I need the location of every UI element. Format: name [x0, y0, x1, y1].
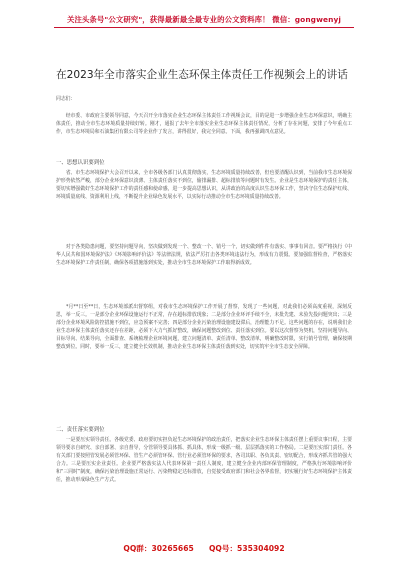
paragraph-5: 一是要压实领导责任。各级党委、政府要切实担负起生态环境保护的政治责任，把落实企业生态环保主体责任摆上重要议事日程，主要领导要亲自研究、亲自部署、亲自督导，分管领导要具体抓、抓具体，形成一级抓一级、层层抓落实的工作格局。二是要压实部门责任。各有关部门要按照管发展必须管环保、管生产必须管环保、管行业必须管环保的要求，各司其职、各负其责、密切配合，形成齐抓共管的强大合力。三是要压实企业责任。企业要严格落实法人代表环保第一责任人制度，建立健全企业内部环保管理制度，严格执行环境影响评价和“三同时”制度，确保污染治理设施正常运行、污染物稳定达标排放，自觉接受政府部门和社会各界监督，切实履行好生态环境保护主体责任，推动形成绿色生产方式。	[56, 437, 352, 483]
paragraph-2: 省、市生态环境保护大会召开以来，全市各级各部门认真贯彻落实，生态环境质量持续改善，但也要清醒认识到，当前我市生态环境保护形势依然严峻，部分企业环保意识淡薄、主体责任落实不到位，偷排漏排、超标排放等问题时有发生。企业是生态环境保护的责任主体，要切实增强做好生态环境保护工作的责任感和使命感，进一步提高思想认识，从讲政治的高度认识生态环保工作，坚决守住生态保护红线、环境质量底线、资源利用上线，不断提升企业绿色发展水平，以实际行动推动全市生态环境质量持续改善。	[56, 170, 352, 200]
header-banner	[0, 0, 408, 46]
paragraph-4: *月**日至**日，生态环境部派出督察组，对我市生态环境保护工作开展了督察，发现了一些问题，对此我们必须高度重视，深刻反思，举一反三。一是部分企业环保设施运行不正常，存在超标排放现象；二是部分企业环评手续不全，未批先建、未验先投问题突出；三是部分企业环境风险防控措施不到位，应急预案不完善；四是部分企业污染治理设施建设滞后，治理能力不足。这些问题的存在，说明我们企业生态环保主体责任落实还存在差距，必须下大力气抓好整改，确保问题整改到位、责任落实到位。要以这次督察为契机，坚持问题导向、目标导向、结果导向，全面排查、系统梳理企业环境问题，建立问题清单、责任清单、整改清单，明确整改时限，实行销号管理，确保按期整改到位。同时，要举一反三，建立健全长效机制，推动企业生态环保主体责任落到实处，切实筑牢全市生态安全屏障。	[56, 304, 352, 350]
section-heading-1: 一、思想认识要到位	[56, 160, 105, 166]
banner-text: 关注头条号"公文研究"，获得最新最全最专业的公文资料库！ 微信：gongwenyj	[66, 15, 342, 24]
paragraph-3: 对于各类隐患问题，要坚持问题导向，坚决做到发现一个、整改一个、销号一个，切实做到件件有落实、事事有回音。要严格执行《中华人民共和国环境保护法》《环境影响评价法》等法律法规，依法严厉打击各类环境违法行为，形成有力震慑。要加强监督检查，严格落实生态环境保护工作责任制，确保各项措施落到实处，推动全市生态环境保护工作取得新成效。	[56, 244, 352, 266]
paragraph-intro: 经市委、市政府主要领导同意，今天召开全市落实企业生态环保主体责任工作视频会议，目的是进一步增强企业生态环保意识，明确主体责任，推动全市生态环境质量持续好转。刚才，通报了去年全市落实企业生态环保主体责任情况，分析了存在问题，安排了今年重点工作，市生态环境局和石油集团有限公司等企业作了发言，讲得很好，我完全同意。下面，我再强调四点意见。	[56, 113, 352, 135]
footer-contact: QQ群：30265665 QQ号：535304092	[123, 544, 285, 553]
greeting: 同志们：	[56, 96, 76, 102]
document-title: 在2023年全市落实企业生态环保主体责任工作视频会上的讲话	[56, 69, 348, 81]
banner-divider	[54, 27, 354, 28]
section-heading-2: 二、责任落实要到位	[56, 427, 105, 433]
